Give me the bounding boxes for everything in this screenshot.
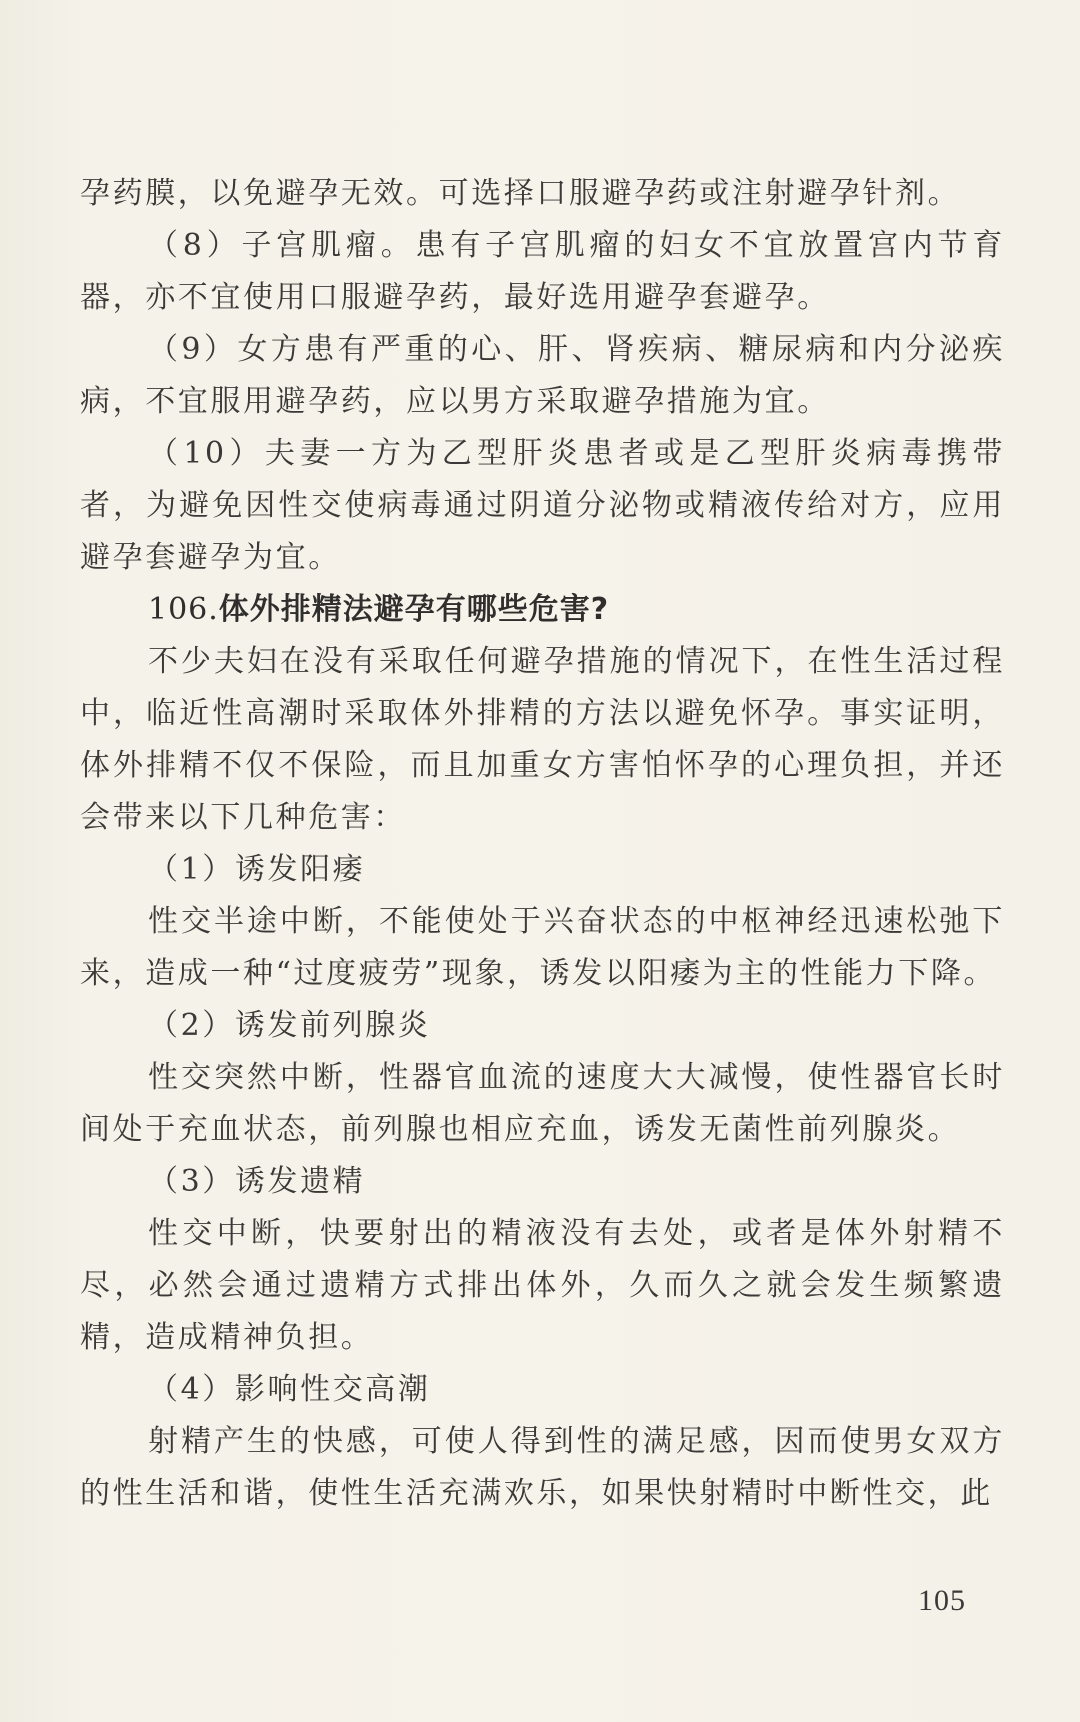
paragraph: （10）夫妻一方为乙型肝炎患者或是乙型肝炎病毒携带者，为避免因性交使病毒通过阴道分泌物或精液传给对方，应用避孕套避孕为宜。 <box>80 436 1005 575</box>
subheading: （1）诱发阳痿 <box>148 852 366 887</box>
paragraph: 性交突然中断，性器官血流的速度大大减慢，使性器官长时间处于充血状态，前列腺也相应充血，诱发无菌性前列腺炎。 <box>80 1060 1005 1147</box>
page-number: 105 <box>918 1584 966 1617</box>
paragraph: 性交半途中断，不能使处于兴奋状态的中枢神经迅速松弛下来，造成一种“过度疲劳”现象，诱发以阳痿为主的性能力下降。 <box>80 904 1005 991</box>
paragraph: 不少夫妇在没有采取任何避孕措施的情况下，在性生活过程中，临近性高潮时采取体外排精的方法以避免怀孕。事实证明，体外排精不仅不保险，而且加重女方害怕怀孕的心理负担，并还会带来以下几种危害： <box>80 644 1005 835</box>
subheading: （4）影响性交高潮 <box>148 1372 431 1407</box>
section-number: 106. <box>148 592 219 627</box>
paragraph: 射精产生的快感，可使人得到性的满足感，因而使男女双方的性生活和谐，使性生活充满欢乐，如果快射精时中断性交，此 <box>80 1424 1005 1511</box>
paragraph: （9）女方患有严重的心、肝、肾疾病、糖尿病和内分泌疾病，不宜服用避孕药，应以男方采取避孕措施为宜。 <box>80 332 1005 419</box>
section-heading <box>80 584 1005 636</box>
body-text <box>80 168 1005 1520</box>
subheading: （2）诱发前列腺炎 <box>148 1008 431 1043</box>
paragraph: （8）子宫肌瘤。患有子宫肌瘤的妇女不宜放置宫内节育器，亦不宜使用口服避孕药，最好选用避孕套避孕。 <box>80 228 1005 315</box>
paragraph: 性交中断，快要射出的精液没有去处，或者是体外射精不尽，必然会通过遗精方式排出体外，久而久之就会发生频繁遗精，造成精神负担。 <box>80 1216 1005 1355</box>
subheading: （3）诱发遗精 <box>148 1164 366 1199</box>
paragraph: 孕药膜，以免避孕无效。可选择口服避孕药或注射避孕针剂。 <box>80 176 961 211</box>
section-title: 体外排精法避孕有哪些危害? <box>218 592 610 627</box>
